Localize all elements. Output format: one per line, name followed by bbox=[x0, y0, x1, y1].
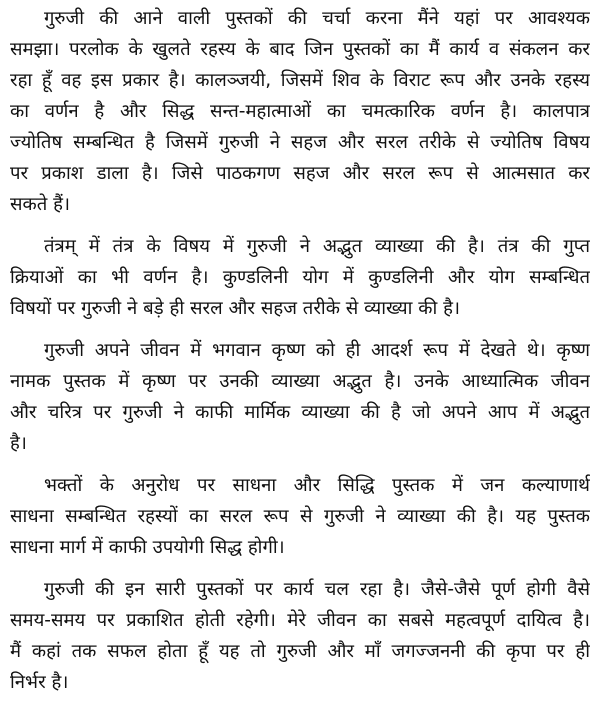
text-line: नामक पुस्तक में कृष्ण पर उनकी व्याख्या अद्भुत है। उनके आध्यात्मिक जीवन bbox=[10, 371, 590, 392]
text-line: रहा हूँ वह इस प्रकार है। कालञ्जयी, जिसमें शिव के विराट रूप और उनके रहस्य bbox=[10, 70, 590, 91]
paragraph bbox=[10, 470, 590, 563]
text-line: साधना सम्बन्धित रहस्यों का सरल रूप से गुरुजी ने व्याख्या की है। यह पुस्तक bbox=[10, 506, 590, 527]
text-line: समय-समय पर प्रकाशित होती रहेगी। मेरे जीवन का सबसे महत्वपूर्ण दायित्व है। bbox=[10, 610, 590, 631]
text-line: है। bbox=[10, 433, 27, 454]
paragraph bbox=[10, 574, 590, 698]
text-line: साधना मार्ग में काफी उपयोगी सिद्ध होगी। bbox=[10, 537, 285, 558]
paragraph bbox=[10, 335, 590, 459]
text-line: तंत्रम् में तंत्र के विषय में गुरुजी ने अद्भुत व्याख्या की है। तंत्र की गुप्त bbox=[44, 236, 590, 257]
text-line: निर्भर है। bbox=[10, 672, 69, 693]
text-line: विषयों पर गुरुजी ने बड़े ही सरल और सहज तरीके से व्याख्या की है। bbox=[10, 298, 460, 319]
text-line: का वर्णन है और सिद्ध सन्त-महात्माओं का चमत्कारिक वर्णन है। कालपात्र bbox=[10, 101, 590, 122]
text-line: क्रियाओं का भी वर्णन है। कुण्डलिनी योग में कुण्डलिनी और योग सम्बन्धित bbox=[10, 267, 590, 288]
text-line: गुरुजी की इन सारी पुस्तकों पर कार्य चल रहा है। जैसे-जैसे पूर्ण होगी वैसे bbox=[44, 579, 590, 600]
paragraph bbox=[10, 3, 590, 220]
text-line: सकते हैं। bbox=[10, 194, 70, 215]
text-line: गुरुजी की आने वाली पुस्तकों की चर्चा करना मैंने यहां पर आवश्यक bbox=[44, 8, 590, 29]
text-line: भक्तों के अनुरोध पर साधना और सिद्धि पुस्तक में जन कल्याणार्थ bbox=[44, 475, 590, 496]
text-line: पर प्रकाश डाला है। जिसे पाठकगण सहज और सरल रूप से आत्मसात कर bbox=[10, 163, 590, 184]
text-line: गुरुजी अपने जीवन में भगवान कृष्ण को ही आदर्श रूप में देखते थे। कृष्ण bbox=[44, 340, 590, 361]
text-line: समझा। परलोक के खुलते रहस्य के बाद जिन पुस्तकों का मैं कार्य व संकलन कर bbox=[10, 39, 590, 60]
text-line: और चरित्र पर गुरुजी ने काफी मार्मिक व्याख्या की है जो अपने आप में अद्भुत bbox=[10, 402, 590, 423]
text-line: ज्योतिष सम्बन्धित है जिसमें गुरुजी ने सहज और सरल तरीके से ज्योतिष विषय bbox=[10, 132, 590, 153]
paragraph bbox=[10, 231, 590, 324]
text-line: मैं कहां तक सफल होता हूँ यह तो गुरुजी और माँ जगज्जननी की कृपा पर ही bbox=[10, 641, 590, 662]
